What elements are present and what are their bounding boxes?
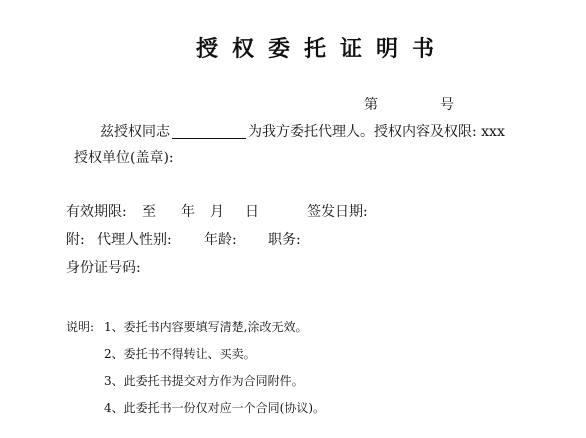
authorize-suffix: 为我方委托代理人。授权内容及权限: xxx: [248, 124, 505, 140]
validity-label: 有效期限:: [66, 204, 127, 220]
notes-label: 说明:: [66, 320, 95, 334]
number-suffix: 号: [440, 97, 454, 113]
id-label: 身份证号码:: [66, 260, 141, 276]
note-item: 2、委托书不得转让、买卖。: [104, 347, 256, 361]
attach-label: 附:: [66, 232, 85, 248]
validity-day: 日: [245, 204, 259, 220]
note-item: 1、委托书内容要填写清楚,涂改无效。: [104, 320, 308, 334]
validity-year: 年: [181, 204, 195, 220]
agent-gender-label: 代理人性别:: [97, 232, 172, 248]
validity-month: 月: [210, 204, 224, 220]
note-item: 4、此委托书一份仅对应一个合同(协议)。: [104, 401, 325, 415]
note-item: 3、此委托书提交对方作为合同附件。: [104, 374, 304, 388]
authorize-prefix: 兹授权同志: [100, 124, 170, 140]
issue-date-label: 签发日期:: [307, 204, 368, 220]
validity-to: 至: [142, 204, 156, 220]
document-title: 授权委托证明书: [196, 36, 449, 62]
unit-label: 授权单位(盖章):: [74, 150, 174, 166]
name-blank: [172, 124, 246, 139]
authorize-line: [100, 121, 505, 141]
position-label: 职务:: [268, 232, 301, 248]
number-label: 第: [364, 97, 378, 113]
age-label: 年龄:: [204, 232, 237, 248]
